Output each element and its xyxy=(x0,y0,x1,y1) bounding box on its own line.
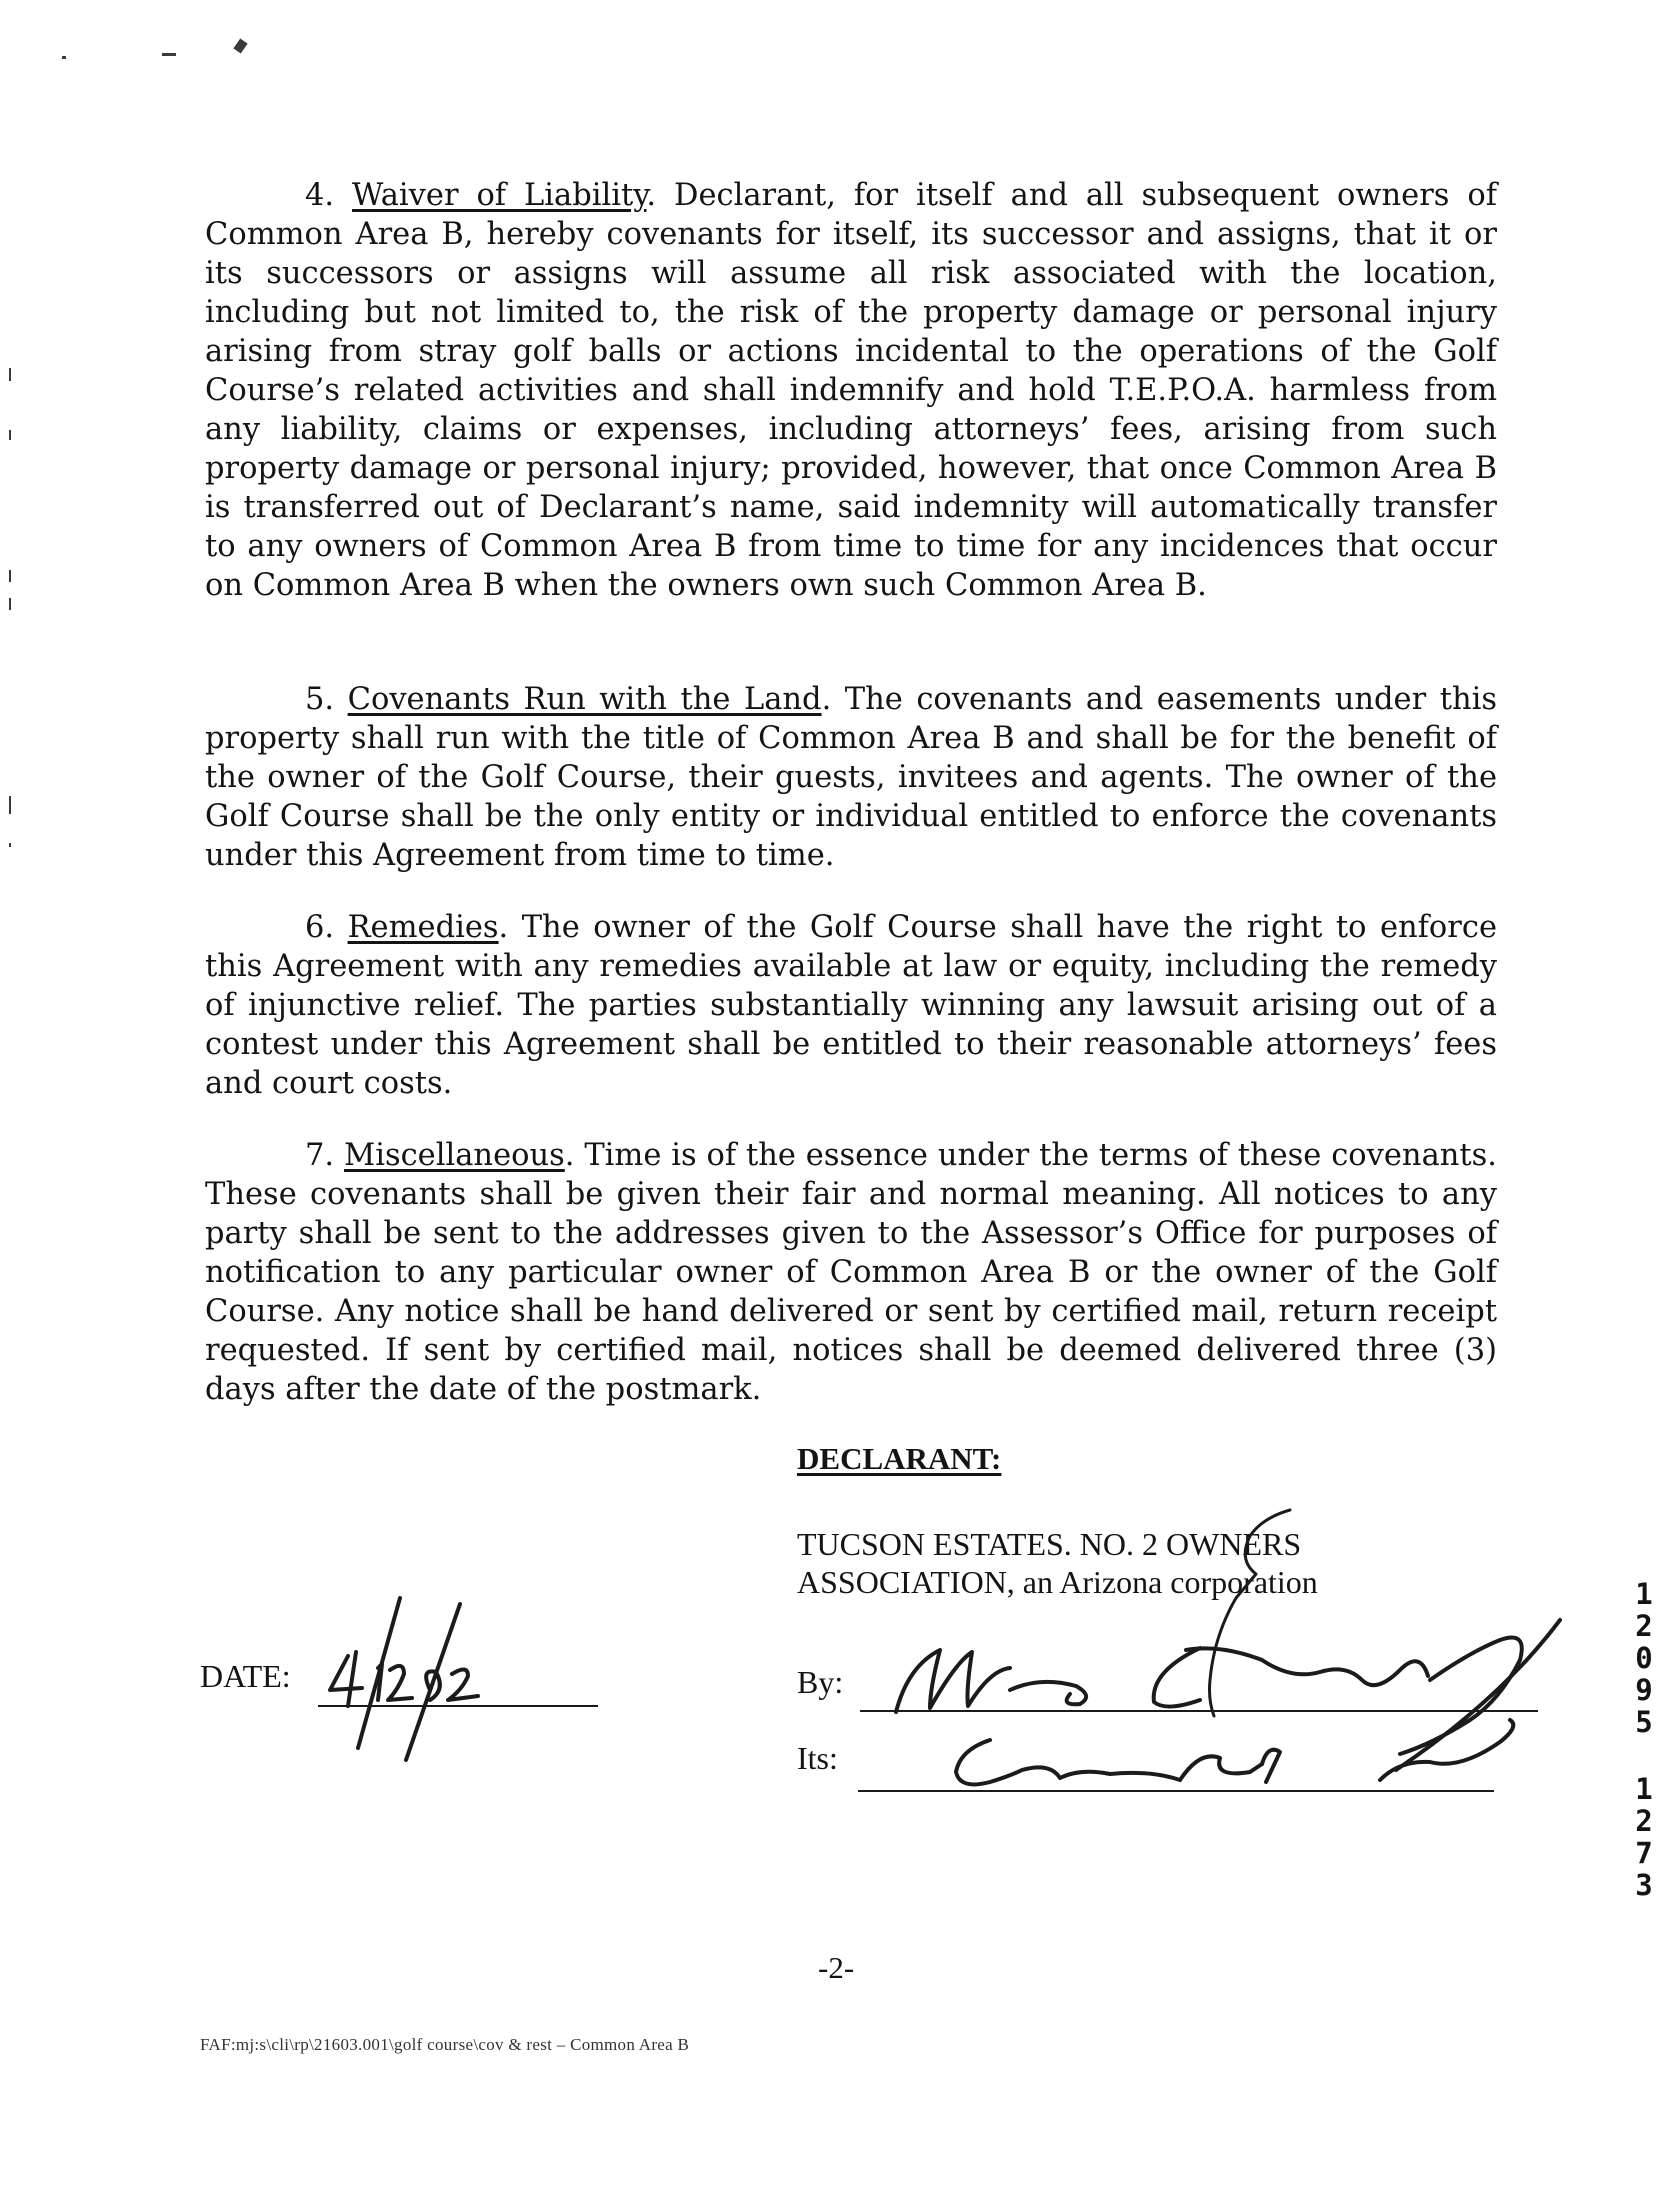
paragraph-body: The owner of the Golf Course shall have the right to enforce this Agreement with any remedies available at law or equity, including the remedy of injunctive relief. The parties substantially winning any lawsuit arising out of a contest under this Agreement shall be entitled to their reasonable attorneys’ fees and court costs. xyxy=(205,910,1497,1101)
recording-number-2: 1273 xyxy=(1635,1772,1653,1902)
page-number: -2- xyxy=(818,1950,855,1985)
scan-line xyxy=(9,843,11,847)
its-label: Its: xyxy=(797,1740,838,1776)
entity-name-line1: TUCSON ESTATES. NO. 2 OWNERS xyxy=(797,1526,1302,1562)
date-label: DATE: xyxy=(200,1658,291,1694)
declarant-heading: DECLARANT: xyxy=(797,1441,1002,1476)
paragraph-body: Time is of the essence under the terms of these covenants. These covenants shall be given their fair and normal meaning. All notices to any party shall be sent to the addresses given to the Assessor’s Office for purposes of notification to any particular owner of Common Area B or the owner of the Golf Course. Any notice shall be hand delivered or sent by certified mail, return receipt requested. If sent by certified mail, notices shall be deemed delivered three (3) days after the date of the postmark. xyxy=(205,1138,1497,1407)
scan-speck xyxy=(62,56,66,59)
by-signature xyxy=(896,1620,1560,1770)
paragraph-number: 4. xyxy=(305,178,335,213)
paragraph-4: 4. Waiver of Liability. Declarant, for itself and all subsequent owners of Common Area B, hereby covenants for itself, its successor and assigns, that it or its successors or assigns will assume all risk associated with the location, including but not limited to, the risk of the property damage or personal injury arising from stray golf balls or actions incidental to the operations of the Golf Course’s related activities and shall indemnify and hold T.E.P.O.A. harmless from any liability, claims or expenses, including attorneys’ fees, arising from such property damage or personal injury; provided, however, that once Common Area B is transferred out of Declarant’s name, said indemnity will automatically transfer to any owners of Common Area B from time to time for any incidences that occur on Common Area B when the owners own such Common Area B. xyxy=(205,178,1497,603)
paragraph-number: 5. xyxy=(305,682,335,717)
paragraph-number: 6. xyxy=(305,910,335,945)
its-signature-line xyxy=(858,1790,1494,1792)
entity-name-line2: ASSOCIATION, an Arizona corporation xyxy=(797,1564,1318,1600)
paragraph-6: 6. Remedies. The owner of the Golf Course shall have the right to enforce this Agreement with any remedies available at law or equity, including the remedy of injunctive relief. The parties substantially winning any lawsuit arising out of a contest under this Agreement shall be entitled to their reasonable attorneys’ fees and court costs. xyxy=(205,910,1497,1101)
paragraph-heading: Remedies xyxy=(347,910,499,945)
scan-speck xyxy=(162,53,176,56)
paragraph-body: The covenants and easements under this property shall run with the title of Common Area B and shall be for the benefit of the owner of the Golf Course, their guests, invitees and agents. The owner of the Golf Course shall be the only entity or individual entitled to enforce the covenants under this Agreement from time to time. xyxy=(205,682,1497,873)
footer-file-path: FAF:mj:s\cli\rp\21603.001\golf course\cov & rest – Common Area B xyxy=(200,2035,690,2054)
scan-line xyxy=(9,796,11,814)
scan-speck xyxy=(233,39,247,54)
by-signature-line xyxy=(860,1710,1538,1712)
paragraph-body: Declarant, for itself and all subsequent owners of Common Area B, hereby covenants for itself, its successor and assigns, that it or its successors or assigns will assume all risk associated with the location, including but not limited to, the risk of the property damage or personal injury arising from stray golf balls or actions incidental to the operations of the Golf Course’s related activities and shall indemnify and hold T.E.P.O.A. harmless from any liability, claims or expenses, including attorneys’ fees, arising from such property damage or personal injury; provided, however, that once Common Area B is transferred out of Declarant’s name, said indemnity will automatically transfer to any owners of Common Area B from time to time for any incidences that occur on Common Area B when the owners own such Common Area B. xyxy=(205,178,1497,603)
date-signature-line xyxy=(318,1705,598,1707)
scan-line xyxy=(9,368,11,381)
its-signature xyxy=(956,1720,1513,1784)
by-label: By: xyxy=(797,1664,844,1700)
paragraph-heading: Miscellaneous xyxy=(343,1138,565,1173)
scan-line xyxy=(9,430,11,440)
scan-line xyxy=(9,598,11,610)
scan-line xyxy=(9,570,11,582)
paragraph-number: 7. xyxy=(305,1138,335,1173)
paragraph-heading: Waiver of Liability xyxy=(352,178,647,213)
handwritten-date xyxy=(330,1598,478,1760)
recording-number-1: 12095 xyxy=(1635,1577,1653,1739)
paragraph-7: 7. Miscellaneous. Time is of the essence under the terms of these covenants. These covenants shall be given their fair and normal meaning. All notices to any party shall be sent to the addresses given to the Assessor’s Office for purposes of notification to any particular owner of Common Area B or the owner of the Golf Course. Any notice shall be hand delivered or sent by certified mail, return receipt requested. If sent by certified mail, notices shall be deemed delivered three (3) days after the date of the postmark. xyxy=(205,1138,1497,1407)
paragraph-heading: Covenants Run with the Land xyxy=(347,682,822,717)
paragraph-5: 5. Covenants Run with the Land. The covenants and easements under this property shall run with the title of Common Area B and shall be for the benefit of the owner of the Golf Course, their guests, invitees and agents. The owner of the Golf Course shall be the only entity or individual entitled to enforce the covenants under this Agreement from time to time. xyxy=(205,682,1497,873)
